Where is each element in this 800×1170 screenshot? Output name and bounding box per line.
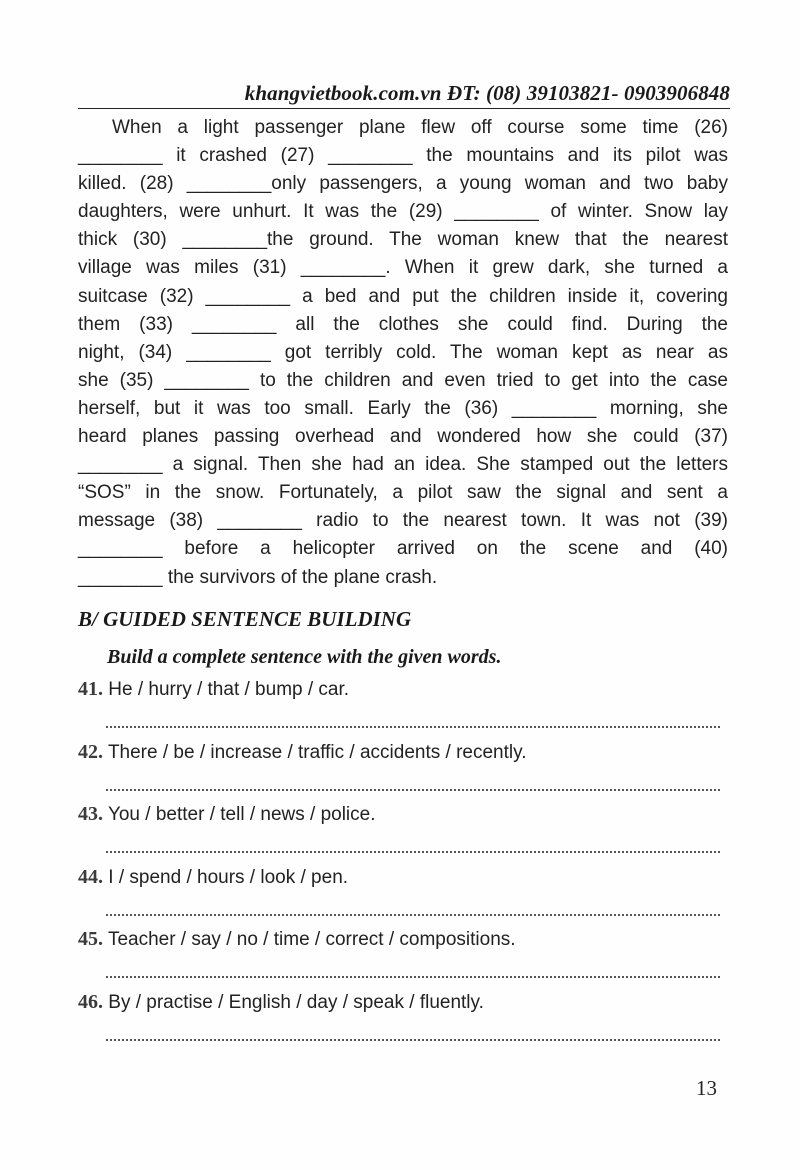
exercise-item (78, 864, 728, 927)
answer-line[interactable] (106, 831, 720, 853)
passage-line: village was miles (31) ________. When it grew dark, she turned a (78, 257, 728, 279)
exercise-prompt (78, 801, 376, 828)
exercise-item (78, 676, 728, 739)
answer-line[interactable] (106, 956, 720, 978)
exercise-item (78, 926, 728, 989)
exercise-number: 42. (78, 740, 103, 763)
exercise-words: There / be / increase / traffic / accidents / recently. (107, 741, 527, 763)
passage-line: night, (34) ________ got terribly cold. The woman kept as near as (78, 341, 728, 363)
passage-line: she (35) ________ to the children and even tried to get into the case (78, 369, 728, 391)
exercise-list (78, 676, 728, 1051)
passage-line: ________ it crashed (27) ________ the mountains and its pilot was (78, 145, 728, 167)
passage-line: suitcase (32) ________ a bed and put the children inside it, covering (78, 285, 728, 307)
passage-line: ________ before a helicopter arrived on the scene and (40) (78, 538, 728, 560)
exercise-words: Teacher / say / no / time / correct / compositions. (107, 929, 516, 950)
header-contact-text: khangvietbook.com.vn ĐT: (08) 39103821- 0903906848 (244, 81, 730, 105)
answer-line[interactable] (106, 769, 720, 791)
section-instruction: Build a complete sentence with the given words. (107, 646, 502, 668)
passage-line: When a light passenger plane flew off course some time (26) (112, 117, 728, 138)
exercise-words: I / spend / hours / look / pen. (108, 866, 349, 888)
exercise-item (78, 739, 728, 802)
exercise-number: 41. (78, 678, 103, 700)
exercise-number: 45. (78, 928, 103, 950)
page-number: 13 (696, 1076, 717, 1100)
passage-line: “SOS” in the snow. Fortunately, a pilot saw the signal and sent a (78, 482, 728, 504)
section-title: B/ GUIDED SENTENCE BUILDING (78, 607, 412, 631)
passage-line: ________ the survivors of the plane crash. (78, 566, 438, 588)
passage-line: thick (30) ________the ground. The woman knew that the nearest (78, 229, 728, 251)
page-header (78, 80, 730, 109)
exercise-number: 44. (78, 865, 103, 888)
passage-line: herself, but it was too small. Early the (36) ________ morning, she (78, 397, 728, 419)
passage-line: message (38) ________ radio to the nearest town. It was not (39) (78, 510, 728, 532)
answer-line[interactable] (106, 1019, 720, 1041)
cloze-passage (78, 114, 728, 592)
passage-line: killed. (28) ________only passengers, a young woman and two baby (78, 173, 728, 195)
exercise-prompt (78, 864, 348, 891)
passage-line: heard planes passing overhead and wondered how she could (37) (78, 426, 728, 448)
passage-line: ________ a signal. Then she had an idea. She stamped out the letters (78, 454, 728, 476)
exercise-item (78, 989, 728, 1052)
exercise-words: You / better / tell / news / police. (107, 804, 376, 825)
exercise-item (78, 801, 728, 864)
exercise-number: 43. (78, 803, 103, 825)
passage-line: daughters, were unhurt. It was the (29) ________ of winter. Snow lay (78, 201, 728, 223)
exercise-prompt (78, 926, 516, 953)
passage-line: them (33) ________ all the clothes she could find. During the (78, 313, 728, 335)
answer-line[interactable] (106, 706, 720, 728)
answer-line[interactable] (106, 894, 720, 916)
exercise-prompt (78, 676, 349, 703)
exercise-words: By / practise / English / day / speak / fluently. (108, 991, 484, 1013)
exercise-words: He / hurry / that / bump / car. (108, 679, 350, 700)
exercise-prompt (78, 739, 526, 766)
exercise-number: 46. (78, 990, 103, 1013)
exercise-prompt (78, 989, 484, 1016)
